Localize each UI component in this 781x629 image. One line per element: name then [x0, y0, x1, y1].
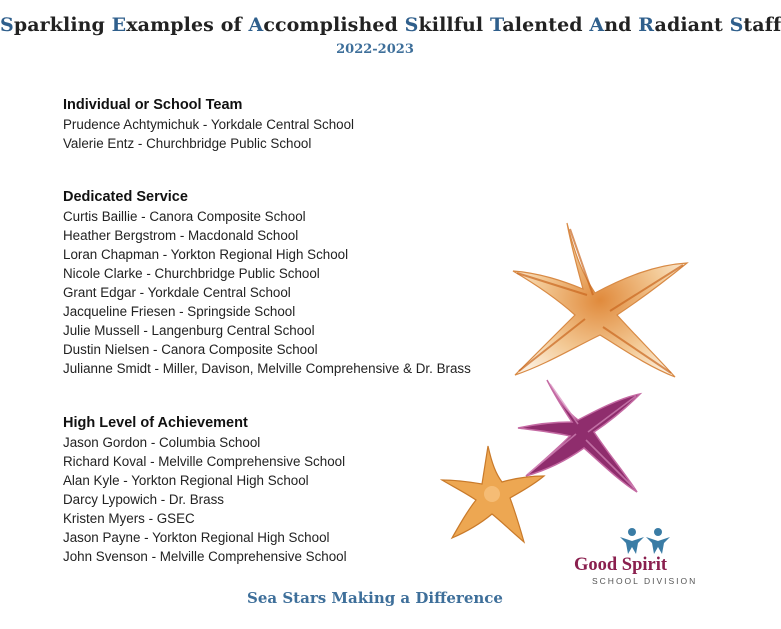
logo-figures-icon: [618, 527, 672, 555]
title-word: Sparkling: [0, 14, 112, 36]
starfish-large-image: [505, 215, 695, 385]
list-item: Julianne Smidt - Miller, Davison, Melville Comprehensive & Dr. Brass: [63, 361, 471, 376]
section-heading: High Level of Achievement: [63, 415, 248, 431]
list-item: Kristen Myers - GSEC: [63, 511, 195, 526]
section-high-achievement: [63, 415, 347, 566]
list-item: Jacqueline Friesen - Springside School: [63, 304, 296, 319]
list-item: Loran Chapman - Yorkton Regional High School: [63, 247, 349, 262]
logo-brand-name: Good Spirit: [574, 555, 668, 575]
title-word: Examples of: [111, 14, 249, 36]
section-individual-team: [63, 97, 354, 153]
logo-subtitle: SCHOOL DIVISION: [592, 576, 698, 586]
list-item: Richard Koval - Melville Comprehensive School: [63, 454, 346, 469]
list-item: Valerie Entz - Churchbridge Public School: [63, 136, 312, 151]
list-item: Nicole Clarke - Churchbridge Public School: [63, 266, 320, 281]
title-word: Talented: [489, 14, 590, 36]
list-item: John Svenson - Melville Comprehensive School: [63, 549, 347, 564]
list-item: Heather Bergstrom - Macdonald School: [63, 228, 299, 243]
section-heading: Individual or School Team: [63, 97, 243, 113]
section-dedicated-service: [63, 189, 471, 378]
title-word: Accomplished: [248, 14, 405, 36]
title-word: Radiant: [638, 14, 730, 36]
list-item: Darcy Lypowich - Dr. Brass: [63, 492, 224, 507]
list-item: Alan Kyle - Yorkton Regional High School: [63, 473, 309, 488]
list-item: Jason Gordon - Columbia School: [63, 435, 261, 450]
good-spirit-logo: [574, 527, 704, 587]
list-item: Jason Payne - Yorkton Regional High School: [63, 530, 330, 545]
starfish-orange-image: [438, 442, 548, 547]
title-word: Staff: [729, 14, 781, 36]
list-item: Grant Edgar - Yorkdale Central School: [63, 285, 291, 300]
list-item: Dustin Nielsen - Canora Composite School: [63, 342, 318, 357]
footer-tagline: Sea Stars Making a Difference: [247, 589, 503, 607]
page-title: [0, 14, 781, 36]
list-item: Curtis Baillie - Canora Composite School: [63, 209, 306, 224]
list-item: Julie Mussell - Langenburg Central School: [63, 323, 315, 338]
section-heading: Dedicated Service: [63, 189, 188, 205]
title-word: And: [589, 14, 639, 36]
year-subtitle: 2022-2023: [336, 42, 414, 57]
list-item: Prudence Achtymichuk - Yorkdale Central School: [63, 117, 355, 132]
title-word: Skillful: [404, 14, 490, 36]
